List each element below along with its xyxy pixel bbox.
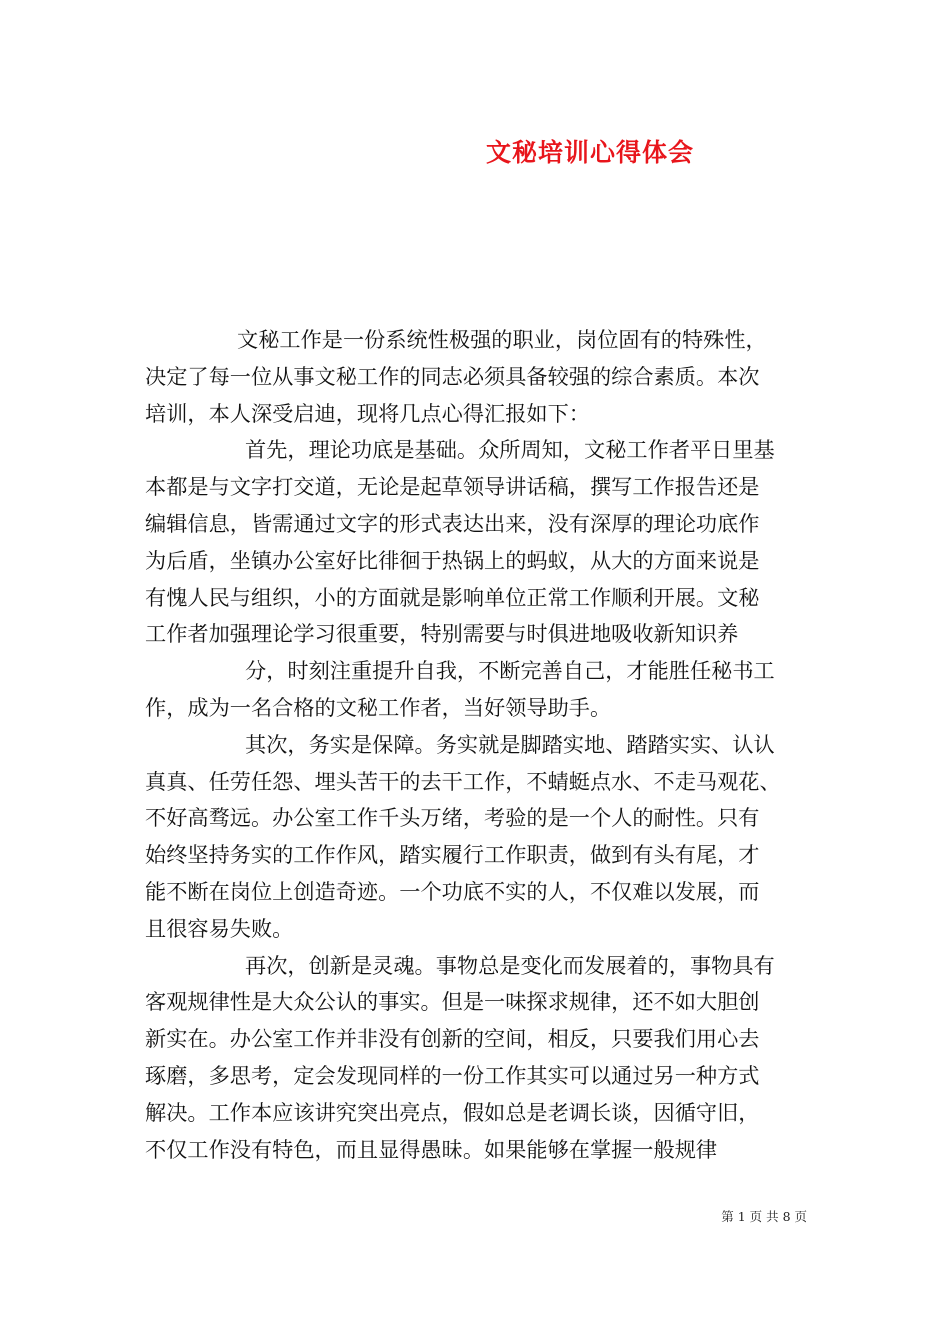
text-line: 新实在。办公室工作并非没有创新的空间，相反，只要我们用心去 [145, 1026, 760, 1052]
text-line: 作，成为一名合格的文秘工作者，当好领导助手。 [145, 694, 612, 720]
text-line: 培训，本人深受启迪，现将几点心得汇报如下： [145, 400, 590, 426]
text-line: 决定了每一位从事文秘工作的同志必须具备较强的综合素质。本次 [145, 363, 760, 389]
text-line: 首先，理论功底是基础。众所周知，文秘工作者平日里基 [245, 437, 775, 463]
text-line: 始终坚持务实的工作作风，踏实履行工作职责，做到有头有尾，才 [145, 842, 760, 868]
text-line: 能不断在岗位上创造奇迹。一个功底不实的人，不仅难以发展，而 [145, 878, 760, 904]
text-line: 编辑信息，皆需通过文字的形式表达出来，没有深厚的理论功底作 [145, 510, 760, 536]
page-title: 文秘培训心得体会 [485, 138, 694, 167]
text-line: 解决。工作本应该讲究突出亮点，假如总是老调长谈，因循守旧， [145, 1099, 760, 1125]
text-line: 不仅工作没有特色，而且显得愚昧。如果能够在掌握一般规律 [145, 1136, 718, 1162]
text-line: 不好高骛远。办公室工作千头万绪，考验的是一个人的耐性。只有 [145, 805, 760, 831]
text-line: 其次，务实是保障。务实就是脚踏实地、踏踏实实、认认 [245, 731, 775, 757]
text-line: 真真、任劳任怨、埋头苦干的去干工作，不蜻蜓点水、不走马观花、 [145, 768, 781, 794]
text-line: 为后盾，坐镇办公室好比徘徊于热锅上的蚂蚁，从大的方面来说是 [145, 547, 760, 573]
text-line: 分，时刻注重提升自我，不断完善自己，才能胜任秘书工 [245, 658, 775, 684]
text-line: 且很容易失败。 [145, 915, 294, 941]
text-line: 工作者加强理论学习很重要，特别需要与时俱进地吸收新知识养 [145, 621, 739, 647]
text-line: 琢磨，多思考，定会发现同样的一份工作其实可以通过另一种方式 [145, 1062, 760, 1088]
page-number: 第 1 页 共 8 页 [721, 1209, 807, 1224]
text-line: 有愧人民与组织，小的方面就是影响单位正常工作顺利开展。文秘 [145, 584, 760, 610]
text-line: 客观规律性是大众公认的事实。但是一味探求规律，还不如大胆创 [145, 989, 760, 1015]
text-line: 再次，创新是灵魂。事物总是变化而发展着的，事物具有 [245, 952, 775, 978]
text-line: 文秘工作是一份系统性极强的职业，岗位固有的特殊性， [237, 327, 767, 352]
text-line: 本都是与文字打交道，无论是起草领导讲话稿，撰写工作报告还是 [145, 474, 760, 500]
body-text [145, 322, 825, 1168]
